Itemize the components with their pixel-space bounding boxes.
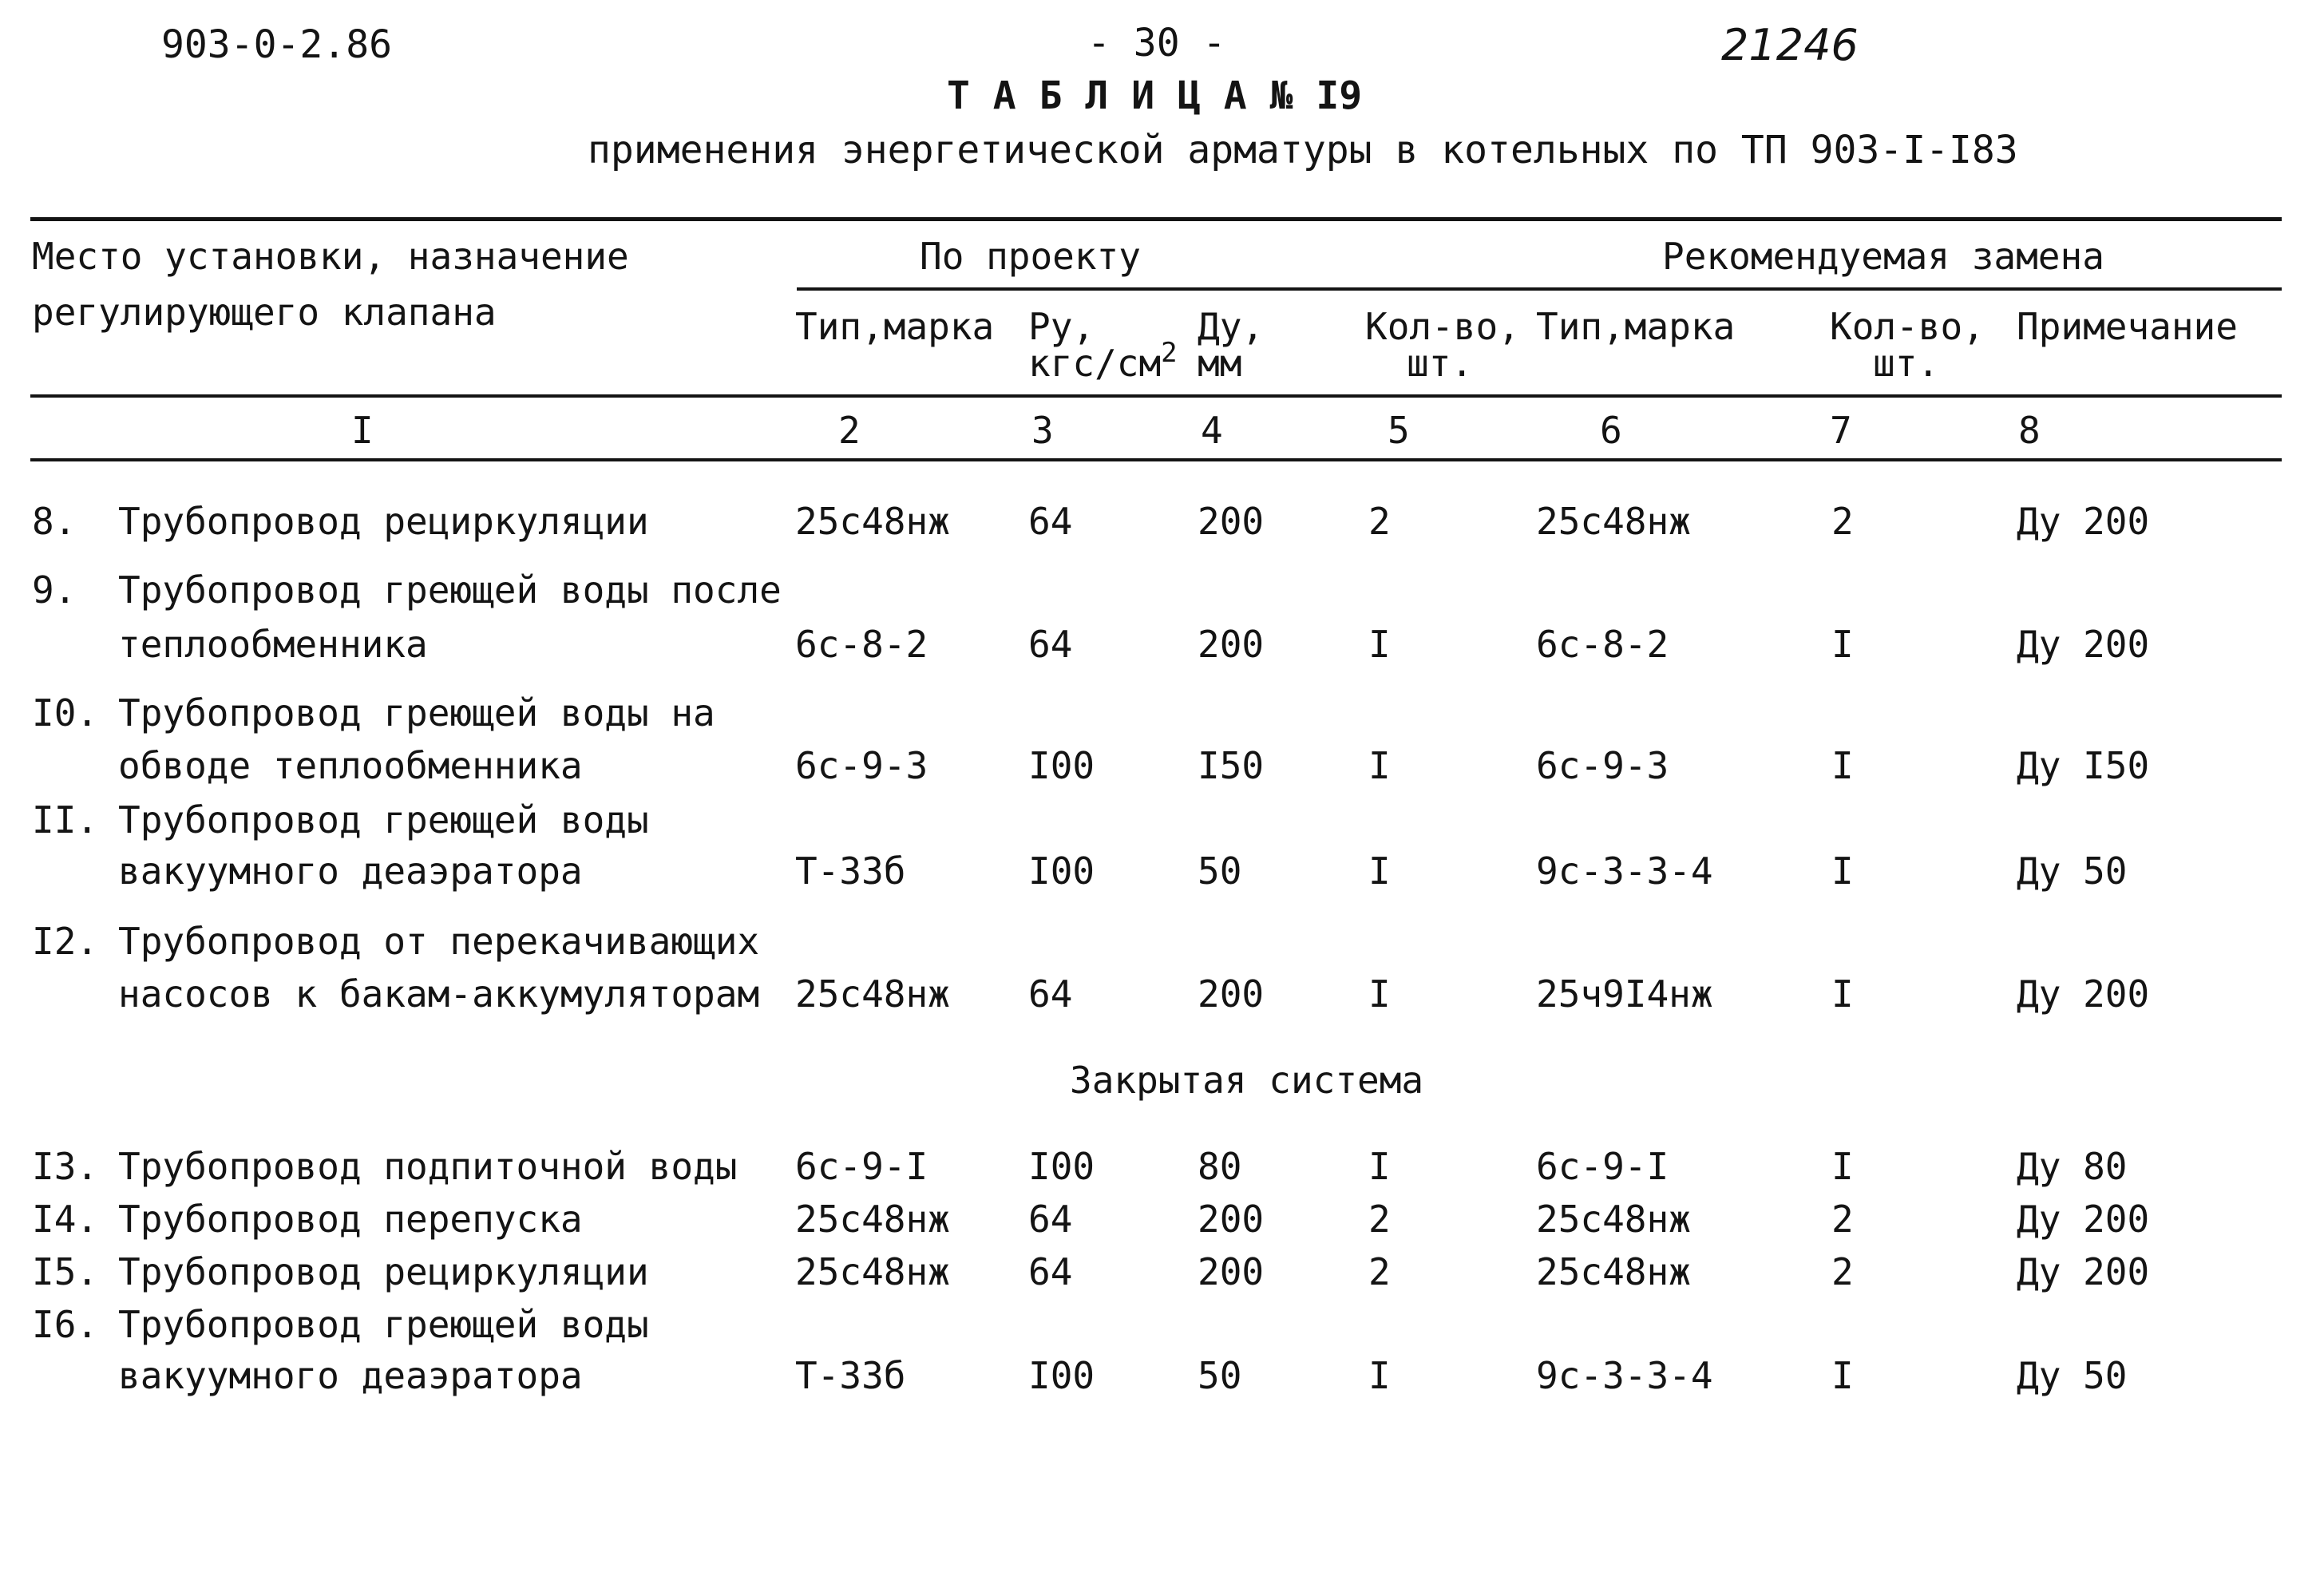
- row-pressure: I00: [1028, 1145, 1095, 1188]
- row-location-line1: Трубопровод рециркуляции: [118, 1250, 649, 1293]
- header-pressure-line1: Ру,: [1028, 305, 1095, 348]
- row-replacement-type: 25ч9I4нж: [1536, 972, 1713, 1016]
- header-group-rule: [797, 287, 2282, 291]
- header-pressure-sup: 2: [1161, 337, 1178, 369]
- row-note: Ду 80: [2017, 1145, 2128, 1188]
- handwritten-number: 21246: [1721, 20, 1859, 70]
- header-qty-line2: шт.: [1407, 342, 1474, 385]
- row-diameter: 200: [1198, 972, 1265, 1016]
- row-number: I6.: [32, 1303, 99, 1346]
- row-note: Ду 200: [2017, 623, 2150, 666]
- row-location-line1: Трубопровод рециркуляции: [118, 500, 649, 543]
- row-replacement-type: 25с48нж: [1536, 1198, 1691, 1241]
- column-number-5: 5: [1388, 409, 1410, 452]
- row-pressure: 64: [1028, 623, 1073, 666]
- header-pressure-line2: кгс/$см^2$: [1028, 337, 1178, 385]
- row-replacement-type: 25с48нж: [1536, 1250, 1691, 1293]
- row-pressure: I00: [1028, 1354, 1095, 1397]
- header-location-line2: регулирующего клапана: [32, 291, 497, 334]
- row-note: Ду 200: [2017, 1198, 2150, 1241]
- row-replacement-qty: 2: [1831, 1198, 1854, 1241]
- row-note: Ду 50: [2017, 1354, 2128, 1397]
- row-replacement-type: 6с-9-3: [1536, 744, 1669, 787]
- row-qty: I: [1368, 744, 1391, 787]
- row-replacement-qty: I: [1831, 744, 1854, 787]
- column-number-3: 3: [1031, 409, 1054, 452]
- row-number: 8.: [32, 500, 77, 543]
- row-type: 6с-9-I: [795, 1145, 928, 1188]
- row-pressure: 64: [1028, 1250, 1073, 1293]
- row-qty: I: [1368, 1354, 1391, 1397]
- row-location-line1: Трубопровод перепуска: [118, 1198, 583, 1241]
- column-number-1: I: [351, 409, 374, 452]
- row-replacement-qty: I: [1831, 849, 1854, 893]
- header-type-mark-replacement: Тип,марка: [1536, 305, 1736, 348]
- column-number-7: 7: [1830, 409, 1852, 452]
- row-location-line1: Трубопровод греющей воды после: [118, 568, 782, 612]
- row-qty: I: [1368, 623, 1391, 666]
- row-note: Ду I50: [2017, 744, 2150, 787]
- row-location-line1: Трубопровод подпиточной воды: [118, 1145, 738, 1188]
- row-diameter: I50: [1198, 744, 1265, 787]
- row-replacement-type: 25с48нж: [1536, 500, 1691, 543]
- row-number: I0.: [32, 691, 99, 735]
- column-number-8: 8: [2018, 409, 2041, 452]
- row-replacement-qty: 2: [1831, 1250, 1854, 1293]
- row-diameter: 80: [1198, 1145, 1242, 1188]
- header-note: Примечание: [2017, 305, 2238, 348]
- row-replacement-type: 6с-8-2: [1536, 623, 1669, 666]
- row-qty: I: [1368, 972, 1391, 1016]
- row-number: I5.: [32, 1250, 99, 1293]
- row-qty: 2: [1368, 1198, 1391, 1241]
- row-location-line2: обводе теплообменника: [118, 744, 583, 787]
- header-qty-replacement-line1: Кол-во,: [1830, 305, 1985, 348]
- header-diameter-line2: мм: [1198, 342, 1242, 385]
- row-location-line1: Трубопровод греющей воды на: [118, 691, 715, 735]
- header-location-line1: Место установки, назначение: [32, 235, 629, 278]
- row-type: 25с48нж: [795, 500, 950, 543]
- row-type: 25с48нж: [795, 972, 950, 1016]
- header-type-mark: Тип,марка: [795, 305, 995, 348]
- row-qty: 2: [1368, 500, 1391, 543]
- row-location-line2: вакуумного деаэратора: [118, 849, 583, 893]
- section-heading-closed-system: Закрытая система: [1070, 1059, 1424, 1102]
- row-note: Ду 200: [2017, 1250, 2150, 1293]
- row-type: 6с-9-3: [795, 744, 928, 787]
- row-location-line2: насосов к бакам-аккумуляторам: [118, 972, 760, 1016]
- row-diameter: 50: [1198, 1354, 1242, 1397]
- column-number-6: 6: [1600, 409, 1622, 452]
- column-number-2: 2: [838, 409, 861, 452]
- row-location-line2: теплообменника: [118, 623, 428, 666]
- row-type: Т-33б: [795, 849, 906, 893]
- table-top-rule: [30, 217, 2282, 221]
- header-qty-line1: Кол-во,: [1365, 305, 1520, 348]
- row-qty: I: [1368, 1145, 1391, 1188]
- row-diameter: 200: [1198, 1250, 1265, 1293]
- header-group-project: По проекту: [920, 235, 1141, 278]
- row-replacement-qty: I: [1831, 972, 1854, 1016]
- header-group-replacement: Рекомендуемая замена: [1662, 235, 2104, 278]
- row-number: I2.: [32, 920, 99, 963]
- row-pressure: 64: [1028, 500, 1073, 543]
- row-number: 9.: [32, 568, 77, 612]
- column-number-rule: [30, 458, 2282, 461]
- row-pressure: 64: [1028, 1198, 1073, 1241]
- row-pressure: I00: [1028, 849, 1095, 893]
- row-qty: 2: [1368, 1250, 1391, 1293]
- row-number: II.: [32, 798, 99, 841]
- row-note: Ду 200: [2017, 500, 2150, 543]
- row-note: Ду 200: [2017, 972, 2150, 1016]
- row-pressure: 64: [1028, 972, 1073, 1016]
- row-location-line1: Трубопровод греющей воды: [118, 798, 649, 841]
- page-number: - 30 -: [1087, 21, 1226, 65]
- header-diameter-line1: Ду,: [1198, 305, 1265, 348]
- row-type: 6с-8-2: [795, 623, 928, 666]
- row-replacement-type: 9с-3-3-4: [1536, 849, 1713, 893]
- column-number-4: 4: [1201, 409, 1223, 452]
- row-replacement-type: 9с-3-3-4: [1536, 1354, 1713, 1397]
- row-location-line1: Трубопровод от перекачивающих: [118, 920, 760, 963]
- row-type: Т-33б: [795, 1354, 906, 1397]
- row-number: I4.: [32, 1198, 99, 1241]
- row-replacement-qty: I: [1831, 623, 1854, 666]
- row-replacement-type: 6с-9-I: [1536, 1145, 1669, 1188]
- header-bottom-rule: [30, 394, 2282, 398]
- row-type: 25с48нж: [795, 1198, 950, 1241]
- row-location-line1: Трубопровод греющей воды: [118, 1303, 649, 1346]
- row-diameter: 200: [1198, 1198, 1265, 1241]
- row-note: Ду 50: [2017, 849, 2128, 893]
- row-pressure: I00: [1028, 744, 1095, 787]
- table-subtitle: применения энергетической арматуры в котельных по ТП 903-I-I83: [588, 128, 2018, 172]
- row-location-line2: вакуумного деаэратора: [118, 1354, 583, 1397]
- row-number: I3.: [32, 1145, 99, 1188]
- row-replacement-qty: I: [1831, 1354, 1854, 1397]
- row-diameter: 200: [1198, 500, 1265, 543]
- table-title: Т А Б Л И Ц А № I9: [947, 73, 1363, 118]
- row-replacement-qty: I: [1831, 1145, 1854, 1188]
- row-type: 25с48нж: [795, 1250, 950, 1293]
- row-diameter: 50: [1198, 849, 1242, 893]
- row-diameter: 200: [1198, 623, 1265, 666]
- document-code: 903-0-2.86: [161, 22, 392, 67]
- header-qty-replacement-line2: шт.: [1873, 342, 1940, 385]
- row-replacement-qty: 2: [1831, 500, 1854, 543]
- row-qty: I: [1368, 849, 1391, 893]
